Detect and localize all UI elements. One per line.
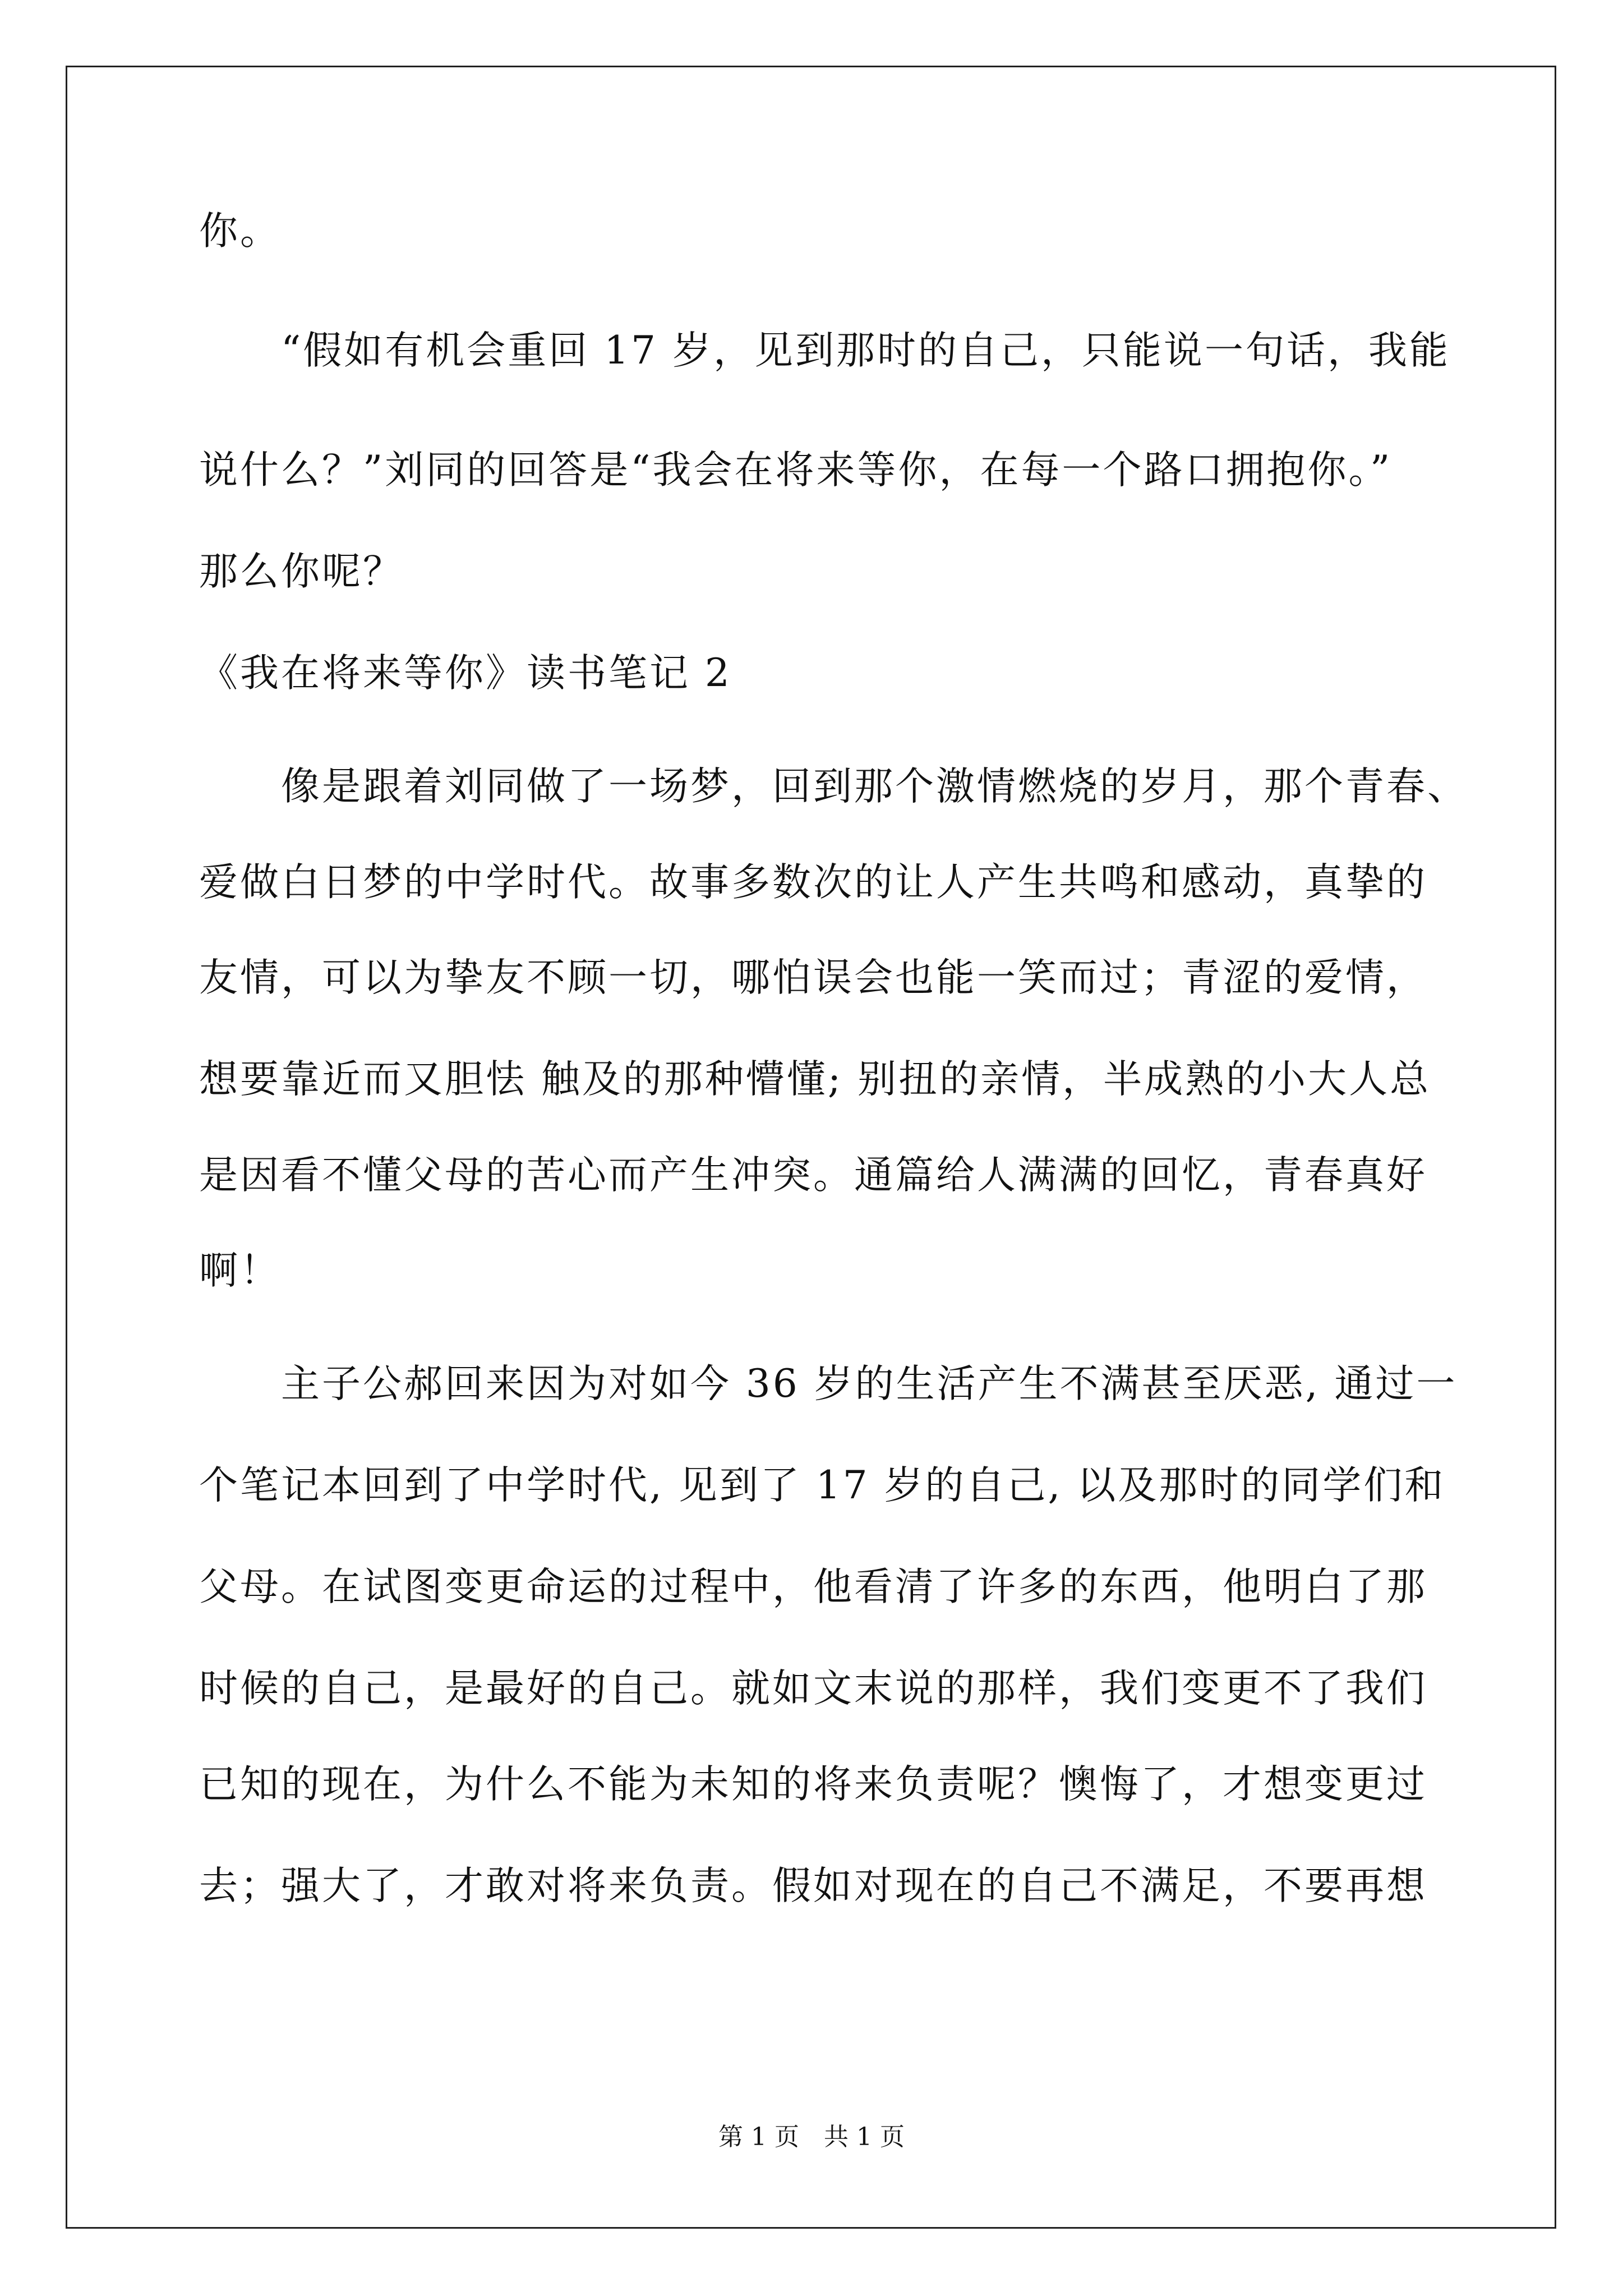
text-line: 友情，可以为挚友不顾一切，哪怕误会也能一笑而过；青涩的爱情， (199, 955, 1427, 1000)
text-line: 爱做白日梦的中学时代。故事多数次的让人产生共鸣和感动，真挚的 (199, 860, 1427, 905)
text-line: 那么你呢？ (199, 549, 404, 594)
text-line: 想要靠近而又胆怯 触及的那种懵懂; 别扭的亲情，半成熟的小大人总 (199, 1057, 1431, 1102)
text-line: “假如有机会重回 17 岁，见到那时的自己，只能说一句话，我能 (199, 328, 1450, 373)
text-line: 像是跟着刘同做了一场梦，回到那个激情燃烧的岁月，那个青春、 (199, 764, 1468, 809)
text-line: 主子公郝回来因为对如今 36 岁的生活产生不满甚至厌恶, 通过一 (199, 1361, 1458, 1406)
text-line: 个笔记本回到了中学时代, 见到了 17 岁的自己, 以及那时的同学们和 (199, 1463, 1446, 1508)
text-line: 说什么？”刘同的回答是“我会在将来等你，在每一个路口拥抱你。” (199, 448, 1393, 493)
text-line: 是因看不懂父母的苦心而产生冲突。通篇给人满满的回忆，青春真好 (199, 1153, 1427, 1198)
text-line: 时候的自己，是最好的自己。就如文末说的那样，我们变更不了我们 (199, 1666, 1427, 1711)
text-line: 已知的现在，为什么不能为未知的将来负责呢？懊悔了，才想变更过 (199, 1762, 1427, 1807)
text-line: 去；强大了，才敢对将来负责。假如对现在的自己不满足，不要再想 (199, 1864, 1427, 1908)
section-heading: 《我在将来等你》读书笔记 2 (199, 651, 732, 696)
text-line: 父母。在试图变更命运的过程中，他看清了许多的东西，他明白了那 (199, 1565, 1427, 1609)
text-line: 啊！ (199, 1248, 281, 1293)
page-footer: 第 1 页 共 1 页 (718, 2123, 905, 2151)
text-line: 你。 (199, 209, 281, 254)
